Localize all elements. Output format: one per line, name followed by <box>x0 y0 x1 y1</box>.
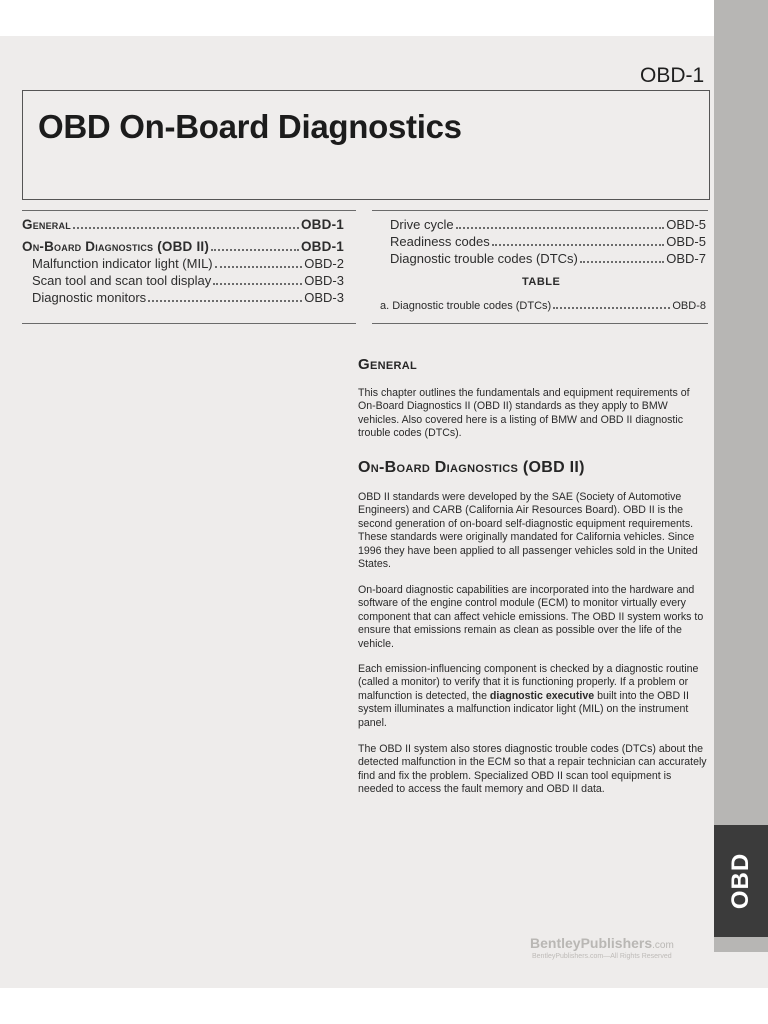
toc-left-column <box>22 216 344 306</box>
general-heading: General <box>358 356 417 373</box>
toc-entry-drive-cycle[interactable]: Drive cycle OBD-5 <box>390 217 706 232</box>
toc-entry-mil[interactable]: Malfunction indicator light (MIL) OBD-2 <box>32 256 344 271</box>
toc-bottom-rule-left <box>22 323 356 324</box>
obd-ii-heading: On-Board Diagnostics (OBD II) <box>358 459 585 476</box>
obd-ii-paragraph-4: The OBD II system also stores diagnostic trouble codes (DTCs) about the detected malfunction in the ECM so that a repair technician can accurately find and fix the problem. Specialized OBD II scan tool equipment is needed to access the fault memory and OBD II data. <box>358 743 707 796</box>
obd-ii-paragraph-1: OBD II standards were developed by the SAE (Society of Automotive Engineers) and CARB (California Air Resources Board). OBD II is the second generation of on-board self-diagnostic equipment requirements. These standards were originally mandated for California vehicles. Since 1996 they have been applied to all passenger vehicles sold in the United States. <box>358 491 698 571</box>
toc-entry-dtcs[interactable]: Diagnostic trouble codes (DTCs) OBD-7 <box>390 251 706 266</box>
obd-ii-paragraph-2: On-board diagnostic capabilities are incorporated into the hardware and software of the engine control module (ECM) to monitor virtually every component that can affect vehicle emissions. The OBD II system works to ensure that emissions remain as clean as possible over the life of the vehicle. <box>358 584 704 650</box>
toc-table-entry[interactable]: a. Diagnostic trouble codes (DTCs) OBD-8 <box>380 300 706 312</box>
side-tab-strip <box>714 0 768 952</box>
toc-top-rule-right <box>372 210 708 211</box>
publisher-logo: BentleyPublishers.com <box>530 935 674 951</box>
obd-ii-paragraph-3: Each emission-influencing component is checked by a diagnostic routine (called a monitor) to verify that it is functioning properly. If a problem or malfunction is detected, the diagnostic executive built into the OBD II system illuminates a malfunction indicator light (MIL) on the instrument panel. <box>358 663 699 729</box>
page-number: OBD-1 <box>640 64 705 87</box>
toc-bottom-rule-right <box>372 323 708 324</box>
toc-right-column <box>390 216 706 267</box>
toc-top-rule-left <box>22 210 356 211</box>
page-title: OBD On-Board Diagnostics <box>38 108 462 145</box>
toc-entry-general[interactable]: General OBD-1 <box>22 217 344 232</box>
toc-entry-diagnostic-monitors[interactable]: Diagnostic monitors OBD-3 <box>32 290 344 305</box>
footer-copyright: BentleyPublishers.com—All Rights Reserved <box>532 953 672 960</box>
toc-entry-scan-tool[interactable]: Scan tool and scan tool display OBD-3 <box>32 273 344 288</box>
toc-entry-readiness-codes[interactable]: Readiness codes OBD-5 <box>390 234 706 249</box>
toc-table-heading: TABLE <box>522 276 561 288</box>
general-paragraph: This chapter outlines the fundamentals and equipment requirements of On-Board Diagnostics II (OBD II) standards as they apply to BMW vehicles. Also covered here is a listing of BMW and OBD II diagnostic trouble codes (DTCs). <box>358 387 690 440</box>
chapter-tab-label: OBD <box>727 852 754 910</box>
toc-entry-obd-ii[interactable]: On-Board Diagnostics (OBD II) OBD-1 <box>22 239 344 254</box>
